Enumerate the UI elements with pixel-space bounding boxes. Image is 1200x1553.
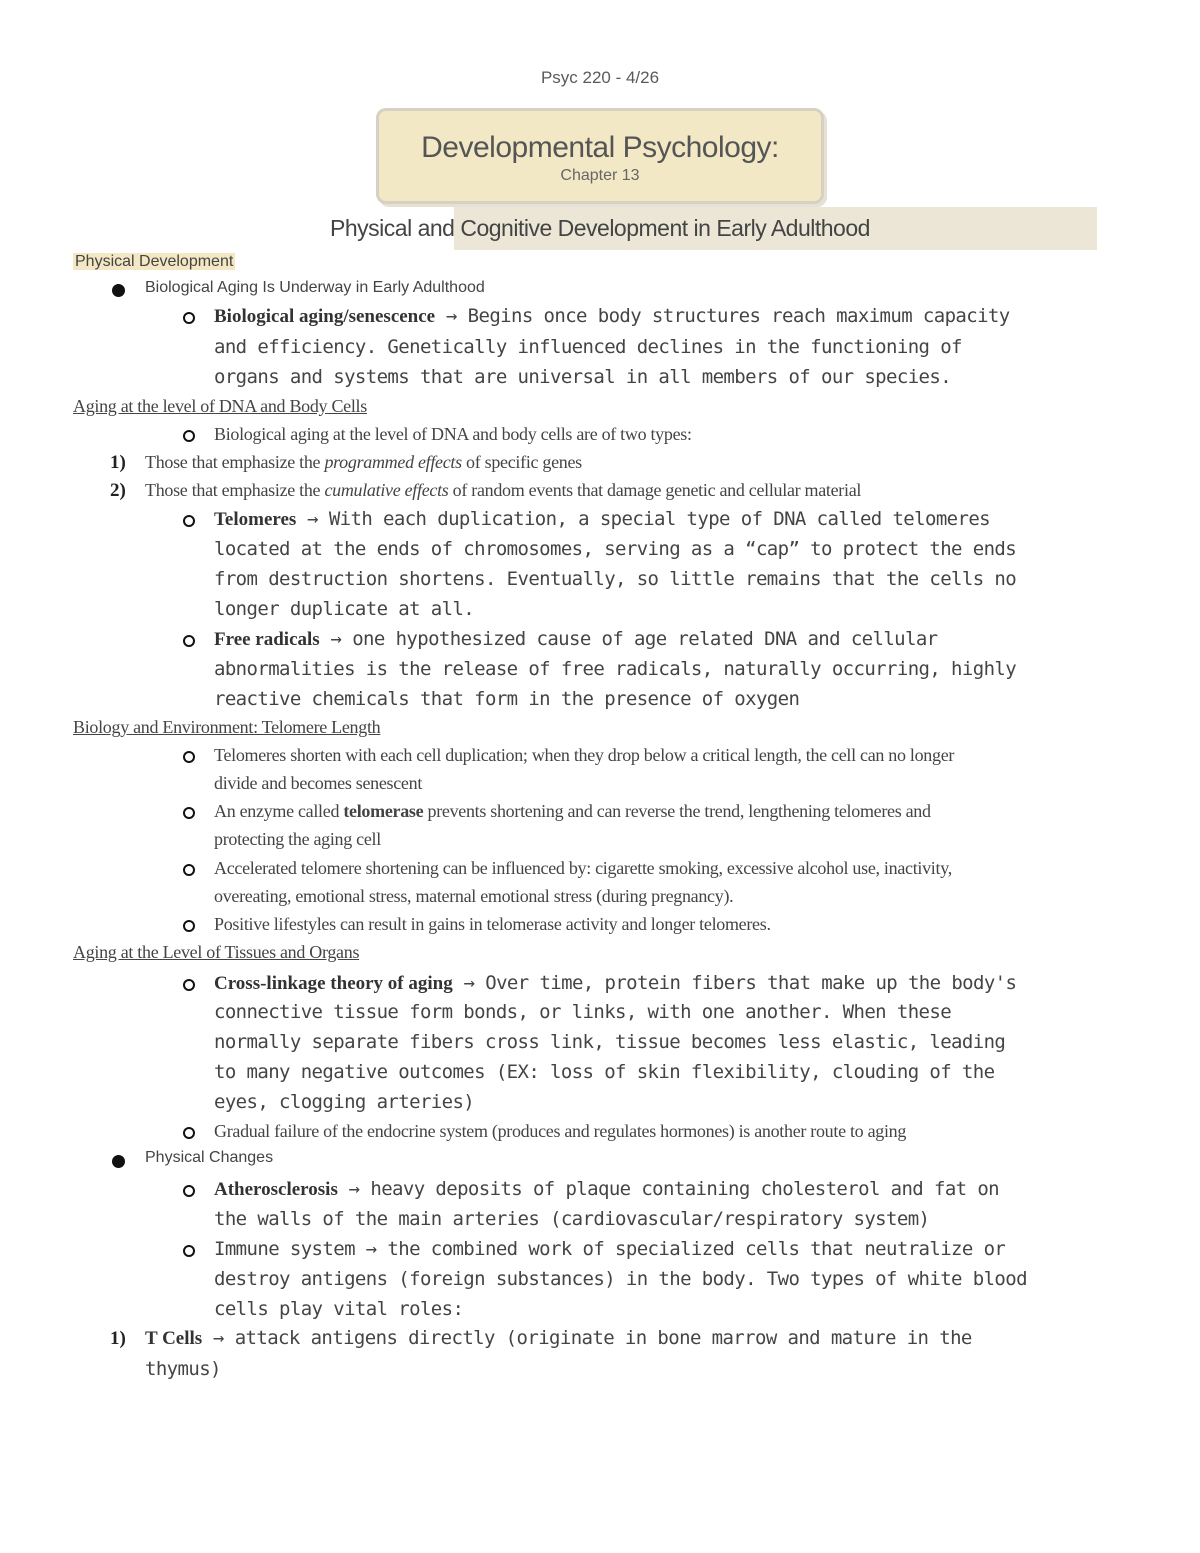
heading-tissues-organs: Aging at the Level of Tissues and Organs — [73, 942, 360, 962]
line: → heavy deposits of plaque containing cholesterol and fat on — [337, 1178, 1000, 1200]
bullet-circle-icon — [183, 807, 195, 819]
cross-line-5: eyes, clogging arteries) — [214, 1091, 475, 1113]
bullet-circle-icon — [183, 1245, 195, 1257]
item-cumulative — [145, 480, 861, 501]
line: Begins once body structures reach maximum capacity — [467, 305, 1010, 327]
telomeres-line-4: longer duplicate at all. — [214, 598, 475, 620]
line: → one hypothesized cause of age related DNA and cellular — [319, 628, 938, 650]
endocrine: Gradual failure of the endocrine system (produces and regulates hormones) is another route to aging — [214, 1121, 907, 1141]
italic-text: cumulative effects — [324, 480, 449, 500]
title-box — [376, 108, 824, 204]
title-sub: Chapter 13 — [560, 167, 640, 184]
bullet-biological-aging: Biological Aging Is Underway in Early Adulthood — [145, 279, 485, 296]
bullet-circle-icon — [183, 1127, 195, 1139]
senescence-line-3: organs and systems that are universal in all members of our species. — [214, 366, 952, 388]
term-cross-linkage: Cross-linkage theory of aging — [214, 973, 453, 994]
tcells-line-2: thymus) — [145, 1358, 221, 1380]
bullet-circle-icon — [183, 515, 195, 527]
term-free-radicals: Free radicals — [214, 629, 320, 650]
cross-line-4: to many negative outcomes (EX: loss of skin flexibility, clouding of the — [214, 1061, 995, 1083]
term-atherosclerosis: Atherosclerosis — [214, 1179, 338, 1200]
item-programmed — [145, 452, 582, 473]
item-atherosclerosis — [214, 1178, 999, 1201]
heading-biology-environment: Biology and Environment: Telomere Length — [73, 717, 381, 737]
title-main: Developmental Psychology: — [421, 131, 779, 164]
term-telomerase: telomerase — [343, 801, 424, 821]
immune-line-3: cells play vital roles: — [214, 1298, 464, 1320]
heading-dna: Aging at the level of DNA and Body Cells — [73, 396, 367, 416]
bullet-dot-icon — [112, 1155, 125, 1168]
bullet-dot-icon — [112, 284, 125, 297]
item-telomeres — [214, 508, 990, 531]
line: → attack antigens directly (originate in bone marrow and mature in the — [202, 1327, 972, 1349]
bullet-circle-icon — [183, 979, 195, 991]
free-line-2: abnormalities is the release of free radicals, naturally occurring, highly — [214, 658, 1017, 680]
immune-line-1: Immune system → the combined work of specialized cells that neutralize or — [214, 1238, 1006, 1260]
item-free-radicals — [214, 628, 938, 651]
bullet-circle-icon — [183, 751, 195, 763]
term-tcells: T Cells — [145, 1328, 203, 1349]
free-line-3: reactive chemicals that form in the presence of oxygen — [214, 688, 800, 710]
immune-line-2: destroy antigens (foreign substances) in the body. Two types of white blood — [214, 1268, 1027, 1290]
bullet-circle-icon — [183, 1185, 195, 1197]
bullet-physical-changes: Physical Changes — [145, 1149, 274, 1166]
text: Those that emphasize the — [145, 480, 325, 500]
text: An enzyme called — [214, 801, 344, 821]
section-physical-development — [73, 253, 235, 271]
text: Those that emphasize the — [145, 452, 325, 472]
bullet-circle-icon — [183, 430, 195, 442]
italic-text: programmed effects — [324, 452, 462, 472]
section-label: Physical Development — [75, 253, 234, 270]
item-tcells — [145, 1327, 972, 1350]
bullet-circle-icon — [183, 920, 195, 932]
number-1-tcells: 1) — [110, 1328, 126, 1349]
subtitle: Physical and Cognitive Development in Early Adulthood — [330, 215, 870, 241]
text: of random events that damage genetic and cellular material — [448, 480, 862, 500]
bullet-circle-icon — [183, 864, 195, 876]
telomere-length-b1 — [214, 801, 931, 822]
telomere-length-d: Positive lifestyles can result in gains in telomerase activity and longer telomeres. — [214, 914, 771, 934]
arrow: → — [435, 305, 468, 327]
telomere-length-c2: overeating, emotional stress, maternal emotional stress (during pregnancy). — [214, 886, 734, 906]
cross-line-3: normally separate fibers cross link, tissue becomes less elastic, leading — [214, 1031, 1006, 1053]
text: of specific genes — [461, 452, 582, 472]
telomeres-line-3: from destruction shortens. Eventually, so little remains that the cells no — [214, 568, 1017, 590]
telomere-length-a2: divide and becomes senescent — [214, 773, 423, 793]
telomeres-line-2: located at the ends of chromosomes, serving as a “cap” to protect the ends — [214, 538, 1017, 560]
number-1: 1) — [110, 452, 126, 473]
item-cross-linkage — [214, 972, 1016, 995]
term-senescence: Biological aging/senescence — [214, 306, 436, 327]
text: prevents shortening and can reverse the trend, lengthening telomeres and — [423, 801, 931, 821]
bullet-circle-icon — [183, 312, 195, 324]
item-senescence — [214, 305, 1010, 328]
line: → Over time, protein fibers that make up the body's — [452, 972, 1017, 994]
telomere-length-c1: Accelerated telomere shortening can be influenced by: cigarette smoking, excessive alcohol use, inactivity, — [214, 858, 952, 878]
telomere-length-a1: Telomeres shorten with each cell duplication; when they drop below a critical length, the cell can no longer — [214, 745, 955, 765]
line: → With each duplication, a special type of DNA called telomeres — [296, 508, 991, 530]
page-header: Psyc 220 - 4/26 — [540, 68, 660, 87]
number-2: 2) — [110, 480, 126, 501]
cross-line-2: connective tissue form bonds, or links, with one another. When these — [214, 1001, 952, 1023]
term-telomeres: Telomeres — [214, 509, 297, 530]
telomere-length-b2: protecting the aging cell — [214, 829, 381, 849]
athero-line-2: the walls of the main arteries (cardiovascular/respiratory system) — [214, 1208, 930, 1230]
senescence-line-2: and efficiency. Genetically influenced declines in the functioning of — [214, 336, 962, 358]
bullet-circle-icon — [183, 635, 195, 647]
dna-types: Biological aging at the level of DNA and body cells are of two types: — [214, 424, 692, 444]
